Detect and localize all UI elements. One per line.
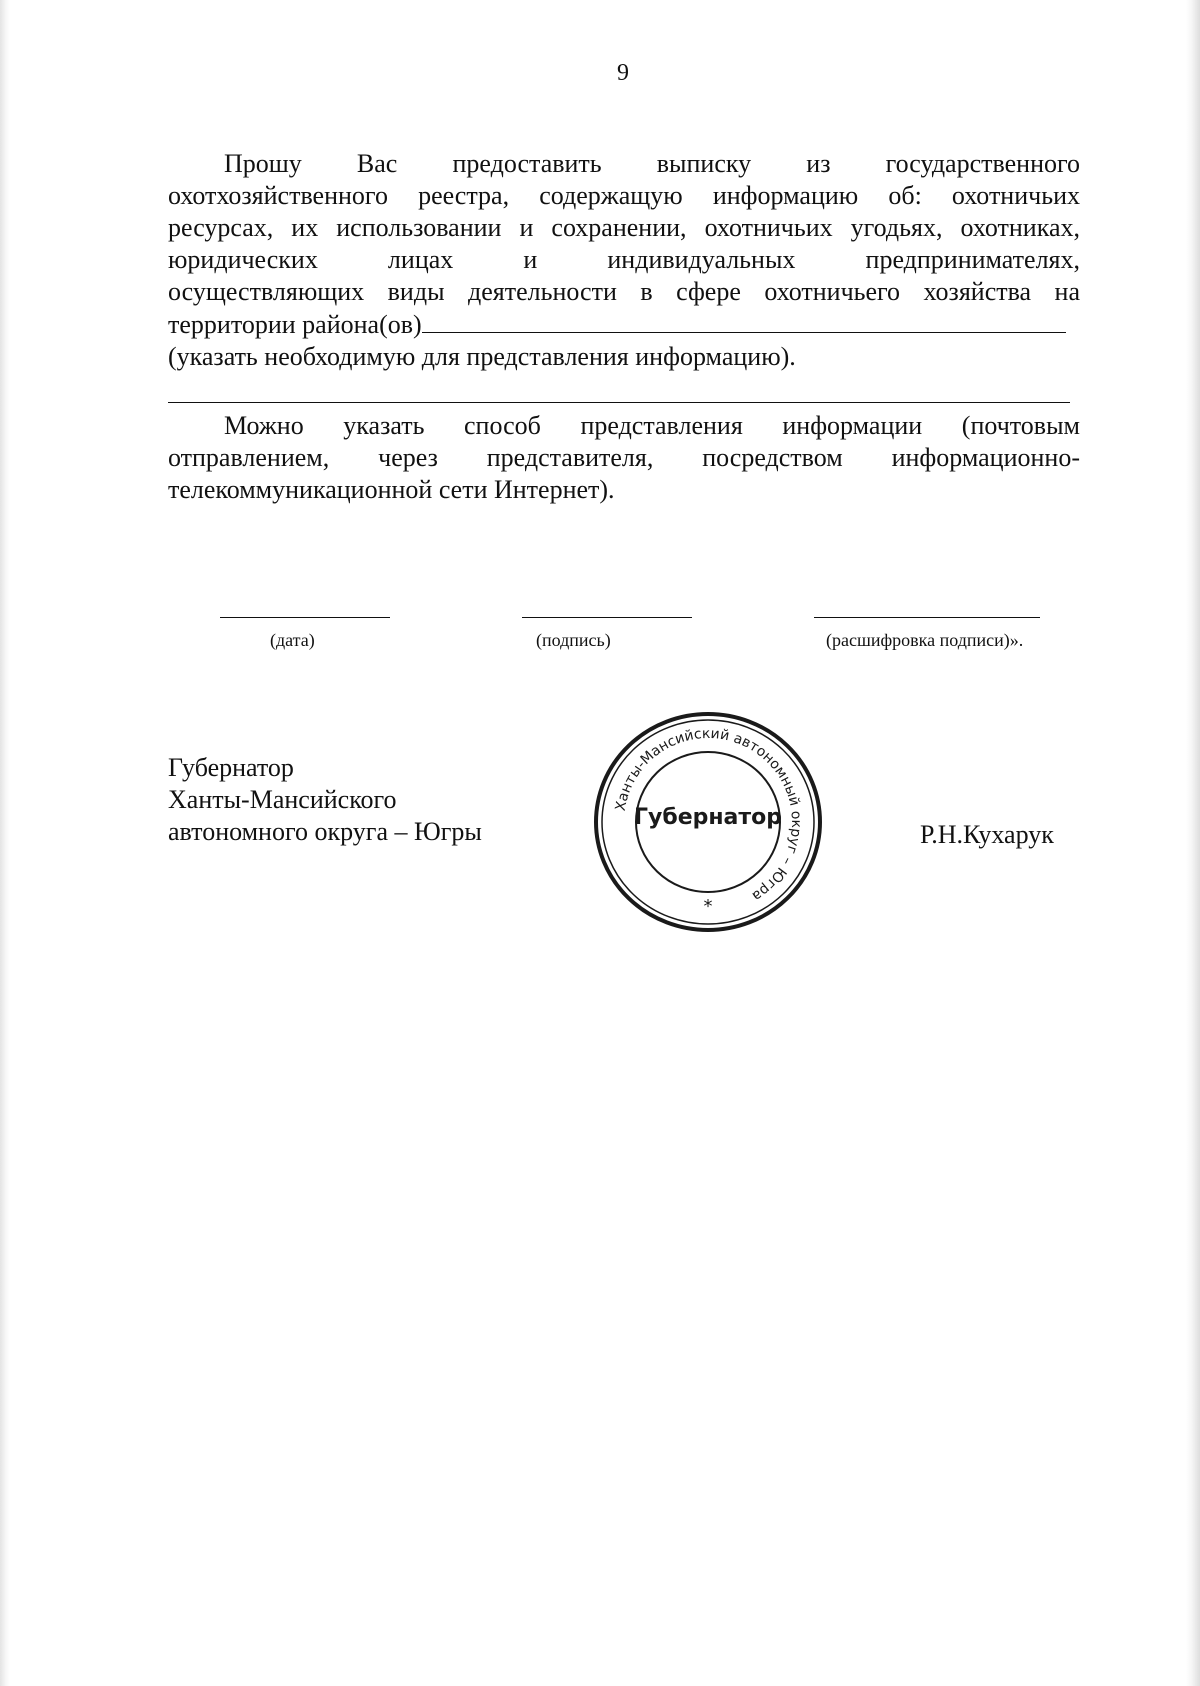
territory-label: территории района(ов) (168, 310, 422, 339)
date-field-line[interactable] (220, 617, 390, 618)
signature-caption: (подпись) (536, 630, 611, 650)
separator-line (168, 402, 1070, 403)
signature-decoding-field-line[interactable] (814, 617, 1040, 618)
territory-fill-line[interactable] (422, 308, 1066, 333)
paragraph-line: (указать необходимую для представления информацию). (168, 342, 796, 371)
paragraph-line: осуществляющих виды деятельности в сфере охотничьего хозяйства на (168, 277, 1080, 306)
paragraph-line: ресурсах, их использовании и сохранении, охотничьих угодьях, охотниках, (168, 213, 1080, 242)
scan-edge-right (1186, 0, 1200, 1686)
paragraph-line: охотхозяйственного реестра, содержащую информацию об: охотничьих (168, 181, 1080, 210)
paragraph-line: отправлением, через представителя, посредством информационно- (168, 443, 1080, 472)
date-caption: (дата) (270, 630, 315, 650)
position-line: Губернатор (168, 753, 294, 782)
paragraph-line: телекоммуникационной сети Интернет). (168, 475, 615, 504)
seal-center-text: Губернатор (633, 805, 783, 830)
scan-edge-left (0, 0, 10, 1686)
official-seal (588, 706, 828, 938)
seal-ring-textpath: Ханты-Мансийский автономный округ – Югра (612, 725, 805, 905)
page-number: 9 (617, 60, 629, 86)
paragraph-line-with-field (168, 308, 1080, 341)
paragraph-line: Можно указать способ представления информации (почтовым (224, 411, 1080, 440)
paragraph-line: Прошу Вас предоставить выписку из государственного (224, 149, 1080, 178)
delivery-method-paragraph (168, 410, 1080, 506)
signature-decoding-caption: (расшифровка подписи)». (826, 630, 1024, 650)
position-line: автономного округа – Югры (168, 817, 482, 846)
position-line: Ханты-Мансийского (168, 785, 397, 814)
signature-field-line[interactable] (522, 617, 692, 618)
paragraph-line: юридических лицах и индивидуальных предпринимателях, (168, 245, 1080, 274)
signatory-position (168, 752, 482, 848)
seal-star: * (703, 896, 713, 917)
signatory-name: Р.Н.Кухарук (920, 820, 1054, 849)
request-paragraph (168, 148, 1080, 373)
